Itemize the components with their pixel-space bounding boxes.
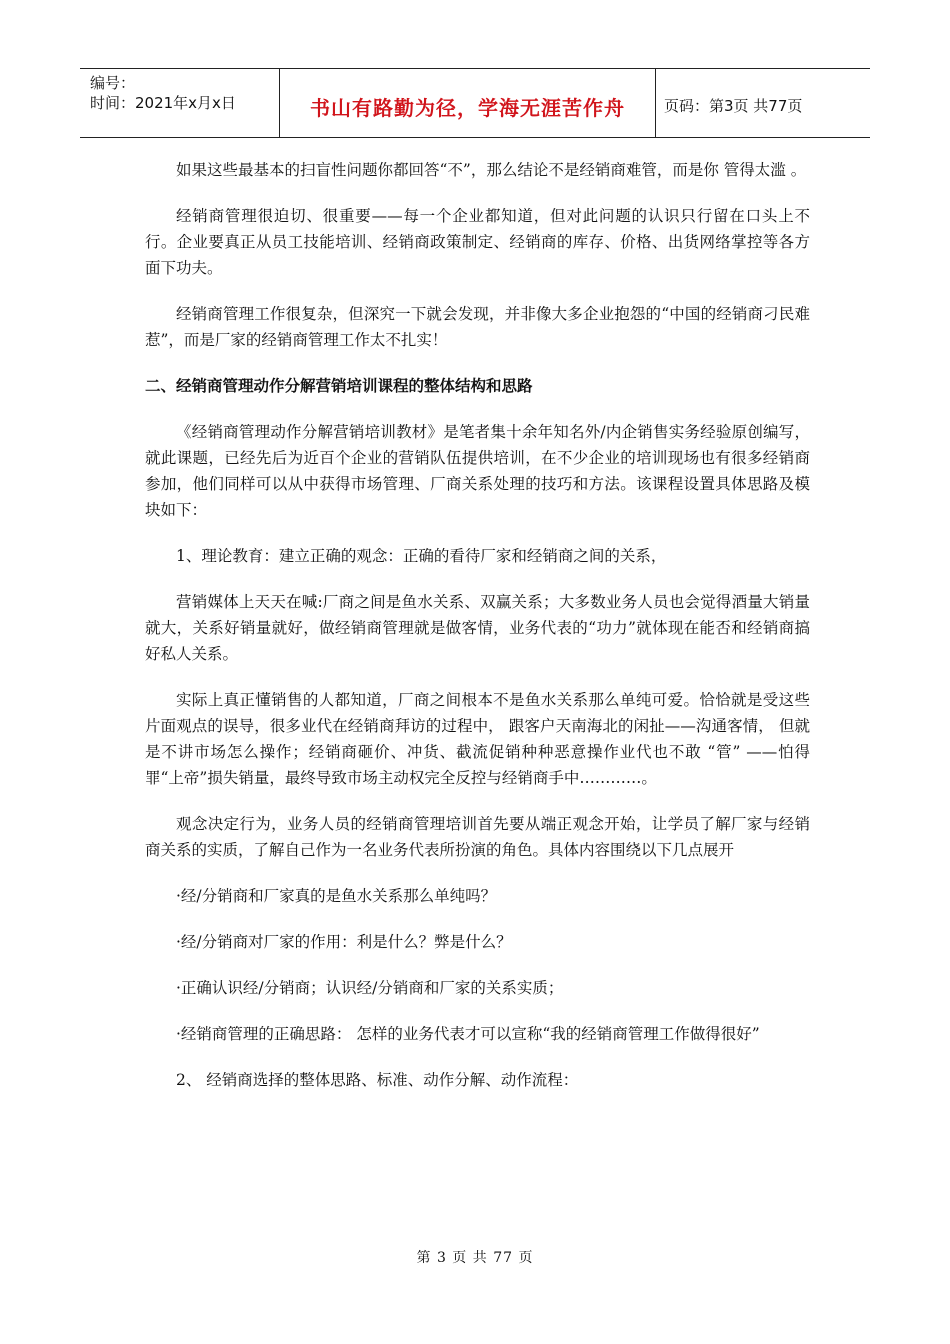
section-title: 二、经销商管理动作分解营销培训课程的整体结构和思路 bbox=[145, 377, 533, 395]
page-header bbox=[80, 68, 870, 138]
document-date: 时间：2021年x月x日 bbox=[90, 94, 236, 112]
paragraph: 1、理论教育：建立正确的观念：正确的看待厂家和经销商之间的关系， bbox=[176, 547, 667, 565]
bullet-item: ·经/分销商和厂家真的是鱼水关系那么单纯吗？ bbox=[176, 887, 497, 905]
paragraph: 经销商管理工作很复杂，但深究一下就会发现，并非像大多企业抱怨的“中国的经销商刁民难惹”，而是厂家的经销商管理工作太不扎实！ bbox=[145, 305, 810, 349]
paragraph: 营销媒体上天天在喊:厂商之间是鱼水关系、双赢关系；大多数业务人员也会觉得酒量大销量就大，关系好销量就好，做经销商管理就是做客情，业务代表的“功力”就体现在能否和经销商搞好私人关系。 bbox=[145, 593, 810, 663]
paragraph: 《经销商管理动作分解营销培训教材》是笔者集十余年知名外/内企销售实务经验原创编写，就此课题，已经先后为近百个企业的营销队伍提供培训，在不少企业的培训现场也有很多经销商参加，他们同样可以从中获得市场管理、厂商关系处理的技巧和方法。该课程设置具体思路及模块如下： bbox=[145, 423, 810, 519]
bullet-item: ·正确认识经/分销商；认识经/分销商和厂家的关系实质； bbox=[176, 979, 564, 997]
page-footer: 第 3 页 共 77 页 bbox=[416, 1250, 534, 1266]
header-page-info: 页码：第3页 共77页 bbox=[664, 96, 803, 115]
paragraph: 观念决定行为，业务人员的经销商管理培训首先要从端正观念开始，让学员了解厂家与经销商关系的实质，了解自己作为一名业务代表所扮演的角色。具体内容围绕以下几点展开 bbox=[145, 815, 810, 859]
bullet-item: ·经/分销商对厂家的作用：利是什么？弊是什么？ bbox=[176, 933, 512, 951]
document-number-label: 编号： bbox=[90, 74, 136, 92]
paragraph: 如果这些最基本的扫盲性问题你都回答“不”，那么结论不是经销商难管，而是你 管得太滥 。 bbox=[176, 161, 807, 179]
paragraph: 经销商管理很迫切、很重要——每一个企业都知道，但对此问题的认识只行留在口头上不行。企业要真正从员工技能培训、经销商政策制定、经销商的库存、价格、出货网络掌控等各方面下功夫。 bbox=[145, 207, 810, 277]
bullet-item: ·经销商管理的正确思路： 怎样的业务代表才可以宣称“我的经销商管理工作做得很好” bbox=[176, 1025, 760, 1043]
document-body bbox=[145, 157, 810, 1113]
header-motto: 书山有路勤为径，学海无涯苦作舟 bbox=[280, 69, 656, 137]
paragraph: 实际上真正懂销售的人都知道，厂商之间根本不是鱼水关系那么单纯可爱。恰恰就是受这些片面观点的误导，很多业代在经销商拜访的过程中， 跟客户天南海北的闲扯——沟通客情， 但就是不讲市场怎么操作；经销商砸价、冲货、截流促销种种恶意操作业代也不敢 “管” ——怕得罪“上帝”损失销量，最终导致市场主动权完全反控与经销商手中…………。 bbox=[145, 691, 810, 787]
header-meta bbox=[80, 69, 280, 137]
paragraph: 2、 经销商选择的整体思路、标准、动作分解、动作流程： bbox=[176, 1071, 579, 1089]
